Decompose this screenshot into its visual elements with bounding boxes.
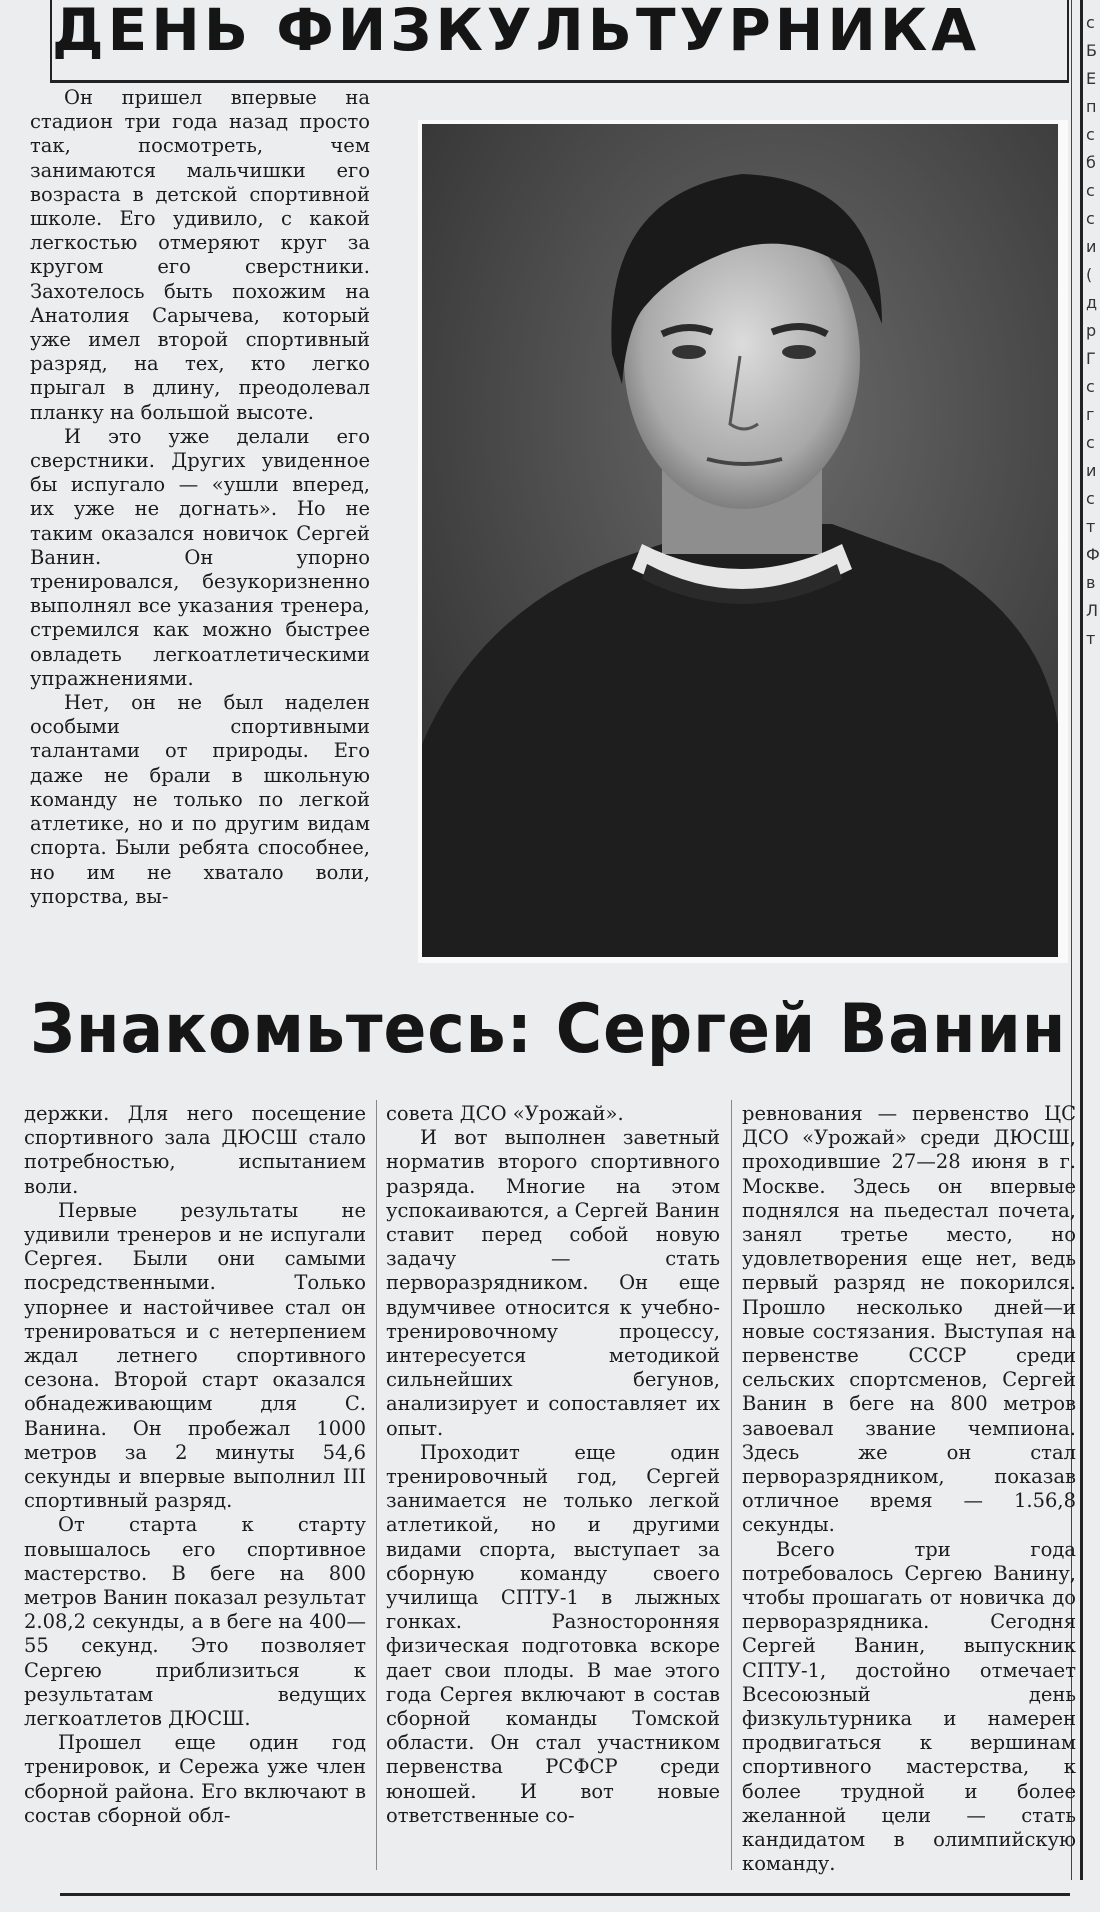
edge-letter: с bbox=[1086, 181, 1095, 200]
bottom-rule bbox=[60, 1893, 1070, 1896]
column1-paragraph-3: От старта к старту повышалось его спортивное мастерство. В беге на 800 метров Ванин показал результат 2.08,2 секунды, а в беге на 400—55 секунд. Это позволяет Сергею приблизиться к результатам ведущих легкоатлетов ДЮСШ. bbox=[24, 1513, 366, 1731]
edge-letter: с bbox=[1086, 125, 1095, 144]
column1-paragraph-4: Прошел еще один год тренировок, и Сережа уже член сборной района. Его включают в состав сборной обл- bbox=[24, 1731, 366, 1827]
edge-letter: и bbox=[1086, 461, 1097, 480]
edge-letter: и bbox=[1086, 237, 1097, 256]
edge-letter: ( bbox=[1086, 265, 1093, 284]
edge-letter: Г bbox=[1086, 349, 1096, 368]
edge-letter: п bbox=[1086, 97, 1097, 116]
column3-paragraph-1: ревнования — первенство ЦС ДСО «Урожай» среди ДЮСШ, проходившие 27—28 июня в г. Москве. Здесь он впервые поднялся на пьедестал почета, занял третье место, но удовлетворения еще нет, ведь первый разряд не покорился. Прошло несколько дней—и новые состязания. Выступая на первенстве СССР среди сельских спортсменов, Сергей Ванин в беге на 800 метров завоевал звание чемпиона. Здесь же он стал перворазрядником, показав отличное время — 1.56,8 секунды. bbox=[742, 1102, 1076, 1537]
column3-paragraph-2: Всего три года потребовалось Сергею Ванину, чтобы прошагать от новичка до перворазрядника. Сегодня Сергей Ванин, выпускник СПТУ-1, достойно отмечает Всесоюзный день физкультурника и намерен продвигаться к вершинам спортивного мастерства, к более трудной и более желанной цели — стать кандидатом в олимпийскую команду. bbox=[742, 1537, 1076, 1876]
edge-letter: Б bbox=[1086, 41, 1097, 60]
right-column-rule bbox=[1080, 0, 1083, 1880]
edge-letter: Ф bbox=[1086, 545, 1100, 564]
edge-letter: б bbox=[1086, 153, 1096, 172]
edge-letter: Л bbox=[1086, 601, 1099, 620]
edge-letter: с bbox=[1086, 489, 1095, 508]
column2-paragraph-2: И вот выполнен заветный норматив второго спортивного разряда. Многие на этом успокаиваются, а Сергей Ванин ставит перед собой новую задачу — стать перворазрядником. Он еще вдумчивее относится к учебно-тренировочному процессу, интересуется методикой сильнейших бегунов, анализирует и сопоставляет их опыт. bbox=[386, 1126, 720, 1440]
column2-paragraph-1: совета ДСО «Урожай». bbox=[386, 1102, 624, 1125]
edge-letter: г bbox=[1086, 405, 1095, 424]
column-divider-2 bbox=[731, 1100, 732, 1870]
intro-paragraph-2: И это уже делали его сверстники. Других увиденное бы испугало — «ушли вперед, их уже не догнать». Но не таким оказался новичок Сергей Ванин. Он упорно тренировался, безукоризненно выполнял все указания тренера, стремился как можно быстрее овладеть легкоатлетическими упражнениями. bbox=[30, 424, 370, 690]
column2-paragraph-3: Проходит еще один тренировочный год, Сергей занимается не только легкой атлетикой, но и другими видами спорта, выступает за сборную команду своего училища СПТУ-1 в лыжных гонках. Разносторонняя физическая подготовка вскоре дает свои плоды. В мае этого года Сергея включают в состав сборной команды Томской области. Он стал участником первенства РСФСР среди юношей. И вот новые ответственные со- bbox=[386, 1440, 720, 1827]
article-headline: Знакомьтесь: Сергей Ванин bbox=[30, 990, 1067, 1069]
adjacent-column-fragment bbox=[1086, 10, 1100, 654]
section-title: ДЕНЬ ФИЗКУЛЬТУРНИКА bbox=[52, 0, 981, 64]
column1-paragraph-1: держки. Для него посещение спортивного зала ДЮСШ стало потребностью, испытанием воли. bbox=[24, 1102, 366, 1198]
edge-letter: с bbox=[1086, 433, 1095, 452]
article-column-2 bbox=[386, 1102, 720, 1828]
intro-column bbox=[30, 86, 370, 909]
edge-letter: в bbox=[1086, 573, 1096, 592]
edge-letter: т bbox=[1086, 629, 1096, 648]
edge-letter: д bbox=[1086, 293, 1098, 312]
portrait-photo bbox=[422, 124, 1058, 957]
edge-letter: т bbox=[1086, 517, 1096, 536]
intro-paragraph-1: Он пришел впервые на стадион три года назад просто так, посмотреть, чем занимаются мальчишки его возраста в детской спортивной школе. Его удивило, с какой легкостью отмеряют круг за кругом его сверстники. Захотелось быть похожим на Анатолия Сарычева, который уже имел второй спортивный разряд, на тех, кто легко прыгал в длину, преодолевал планку на большой высоте. bbox=[30, 86, 370, 424]
column-divider-1 bbox=[376, 1100, 377, 1870]
intro-paragraph-3: Нет, он не был наделен особыми спортивными талантами от природы. Его даже не брали в школьную команду не только по легкой атлетике, но и по другим видам спорта. Были ребята способнее, но им не хватало воли, упорства, вы- bbox=[30, 691, 370, 908]
edge-letter: с bbox=[1086, 377, 1095, 396]
column1-paragraph-2: Первые результаты не удивили тренеров и не испугали Сергея. Были они самыми посредственными. Только упорнее и настойчивее стал он тренироваться и с нетерпением ждал летнего спортивного сезона. Второй старт оказался обнадеживающим для С. Ванина. Он пробежал 1000 метров за 2 минуты 54,6 секунды и впервые выполнил III спортивный разряд. bbox=[24, 1198, 366, 1513]
article-column-3 bbox=[742, 1102, 1076, 1877]
edge-letter: с bbox=[1086, 13, 1095, 32]
edge-letter: р bbox=[1086, 321, 1097, 340]
article-column-1 bbox=[24, 1102, 366, 1828]
edge-letter: с bbox=[1086, 209, 1095, 228]
portrait-image bbox=[422, 124, 1058, 957]
edge-letter: Е bbox=[1086, 69, 1097, 88]
